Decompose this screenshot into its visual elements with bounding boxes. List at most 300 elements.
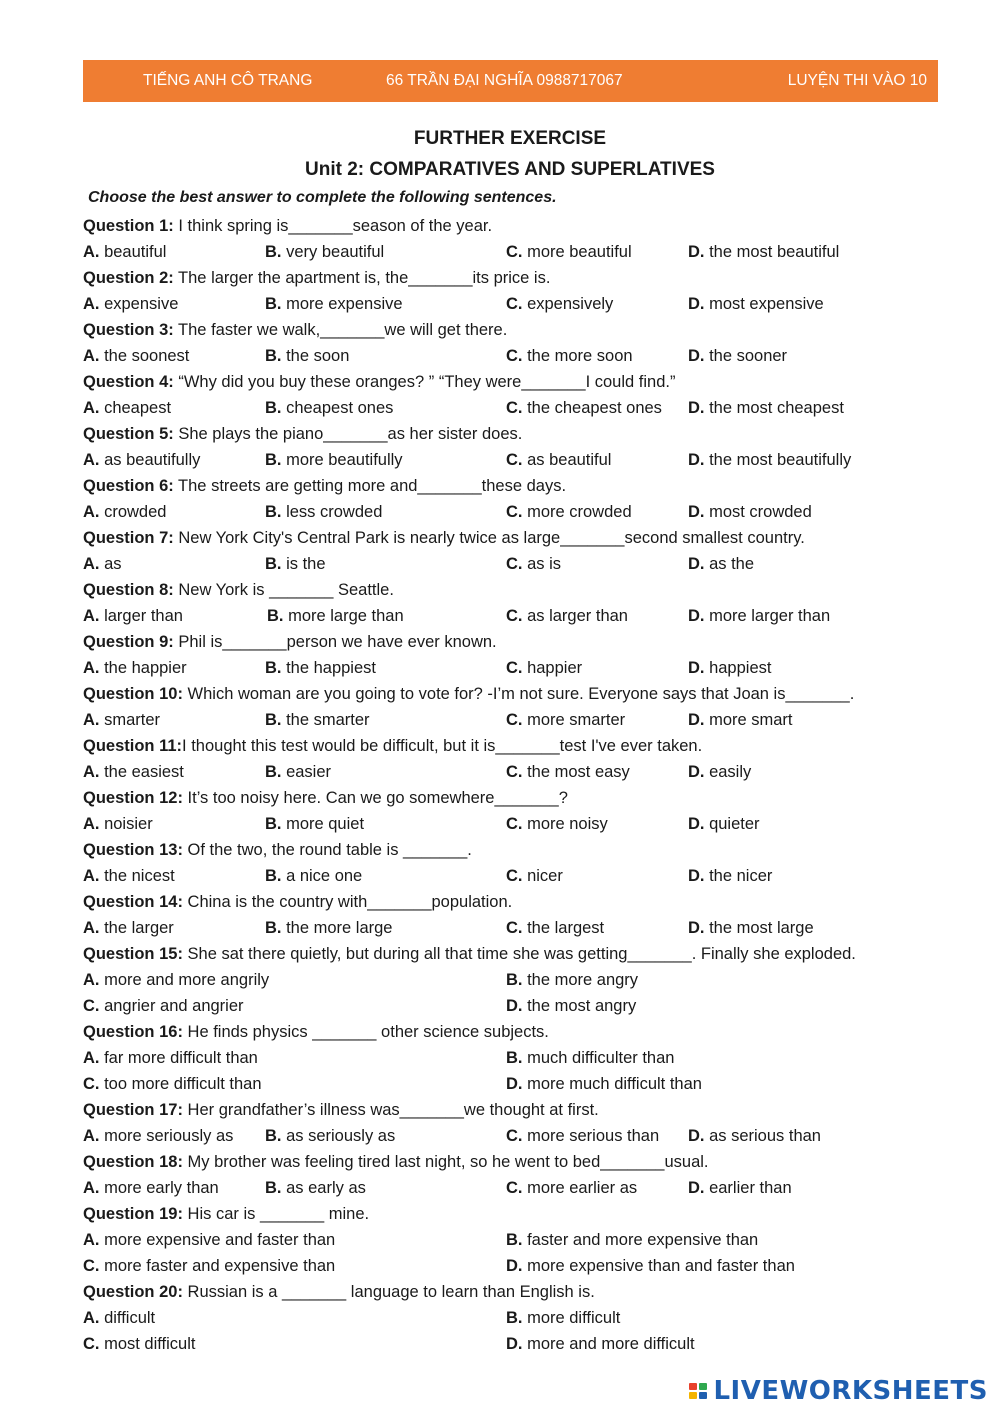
instructions: Choose the best answer to complete the following sentences. [88, 189, 557, 206]
option-letter: A. [83, 919, 100, 937]
option-text: the smarter [281, 711, 370, 729]
answer-option[interactable] [83, 239, 166, 265]
options-row [83, 395, 983, 421]
answer-option[interactable] [506, 1175, 637, 1201]
option-letter: A. [83, 763, 100, 781]
options-row [83, 655, 983, 681]
question-label: Question 2: [83, 269, 174, 287]
option-text: noisier [99, 815, 153, 833]
answer-option[interactable] [83, 551, 122, 577]
answer-option[interactable] [83, 1045, 258, 1071]
option-text: expensively [522, 295, 614, 313]
option-text: as seriously as [281, 1127, 396, 1145]
option-letter: C. [83, 997, 100, 1015]
options-row [83, 1123, 983, 1149]
answer-option[interactable] [265, 1175, 366, 1201]
option-letter: B. [265, 919, 282, 937]
option-text: happier [522, 659, 583, 677]
question-text: He finds physics _______ other science subjects. [182, 1023, 549, 1041]
option-text: as is [522, 555, 562, 573]
answer-option[interactable] [265, 811, 364, 837]
answer-option[interactable] [83, 863, 175, 889]
answer-option[interactable] [83, 1305, 155, 1331]
option-text: nicer [522, 867, 563, 885]
option-text: most expensive [704, 295, 824, 313]
options-row [83, 1331, 983, 1357]
option-letter: D. [688, 659, 705, 677]
option-letter: D. [688, 763, 705, 781]
option-letter: C. [506, 867, 523, 885]
question-5 [83, 421, 983, 447]
option-text: cheapest [99, 399, 172, 417]
answer-option[interactable] [688, 395, 844, 421]
answer-option[interactable] [83, 967, 269, 993]
answer-option[interactable] [267, 603, 404, 629]
option-text: faster and more expensive than [522, 1231, 759, 1249]
question-text: Her grandfather’s illness was_______we thought at first. [182, 1101, 599, 1119]
answer-option[interactable] [688, 343, 787, 369]
options-row [83, 1175, 983, 1201]
question-9 [83, 629, 983, 655]
options-row [83, 291, 983, 317]
option-text: more early than [99, 1179, 219, 1197]
answer-option[interactable] [688, 915, 814, 941]
answer-option[interactable] [83, 603, 183, 629]
question-15 [83, 941, 983, 967]
liveworksheets-logo-icon [689, 1383, 707, 1399]
option-text: very beautiful [281, 243, 385, 261]
question-4 [83, 369, 983, 395]
question-2 [83, 265, 983, 291]
answer-option[interactable] [506, 291, 613, 317]
option-text: easily [704, 763, 752, 781]
option-letter: B. [265, 867, 282, 885]
question-label: Question 10: [83, 685, 183, 703]
answer-option[interactable] [83, 915, 174, 941]
question-label: Question 12: [83, 789, 183, 807]
answer-option[interactable] [506, 863, 563, 889]
answer-option[interactable] [265, 447, 403, 473]
answer-option[interactable] [506, 707, 625, 733]
option-text: beautiful [99, 243, 167, 261]
answer-option[interactable] [506, 811, 608, 837]
header-course-label: LUYỆN THI VÀO 10 [787, 72, 927, 89]
answer-option[interactable] [506, 1123, 659, 1149]
option-letter: B. [506, 1309, 523, 1327]
option-letter: C. [506, 555, 523, 573]
answer-option[interactable] [506, 967, 638, 993]
option-text: more smart [704, 711, 793, 729]
question-label: Question 18: [83, 1153, 183, 1171]
option-text: the most angry [522, 997, 637, 1015]
options-row [83, 1071, 983, 1097]
question-19 [83, 1201, 983, 1227]
option-text: as early as [281, 1179, 366, 1197]
answer-option[interactable] [83, 1227, 335, 1253]
option-text: more and more difficult [522, 1335, 695, 1353]
option-text: as [99, 555, 122, 573]
option-text: expensive [99, 295, 179, 313]
option-text: as larger than [522, 607, 628, 625]
option-text: the most beautiful [704, 243, 840, 261]
answer-option[interactable] [265, 915, 392, 941]
option-letter: A. [83, 1127, 100, 1145]
question-label: Question 1: [83, 217, 174, 235]
logo-text: LIVEWORKSHEETS [713, 1376, 988, 1406]
question-text: It’s too noisy here. Can we go somewhere_______? [182, 789, 568, 807]
option-letter: B. [265, 555, 282, 573]
answer-option[interactable] [506, 551, 561, 577]
option-text: more large than [283, 607, 404, 625]
answer-option[interactable] [688, 291, 824, 317]
option-letter: C. [506, 243, 523, 261]
option-letter: A. [83, 1309, 100, 1327]
question-text: New York is _______ Seattle. [173, 581, 394, 599]
answer-option[interactable] [265, 863, 362, 889]
option-text: more quiet [281, 815, 365, 833]
answer-option[interactable] [688, 447, 851, 473]
option-letter: A. [83, 399, 100, 417]
question-13 [83, 837, 983, 863]
option-letter: D. [506, 997, 523, 1015]
answer-option[interactable] [506, 1253, 795, 1279]
answer-option[interactable] [688, 499, 812, 525]
option-text: difficult [99, 1309, 156, 1327]
option-letter: B. [265, 711, 282, 729]
option-letter: C. [506, 919, 523, 937]
options-row [83, 1045, 983, 1071]
answer-option[interactable] [83, 447, 200, 473]
question-text: Phil is_______person we have ever known. [173, 633, 497, 651]
answer-option[interactable] [83, 1071, 262, 1097]
option-letter: C. [506, 607, 523, 625]
option-letter: D. [688, 503, 705, 521]
answer-option[interactable] [506, 447, 611, 473]
option-letter: B. [506, 1049, 523, 1067]
option-letter: D. [506, 1335, 523, 1353]
answer-option[interactable] [83, 291, 178, 317]
question-text: “Why did you buy these oranges? ” “They were_______I could find.” [173, 373, 676, 391]
question-text: China is the country with_______population. [182, 893, 513, 911]
option-letter: A. [83, 659, 100, 677]
logo-square-blue [699, 1392, 707, 1399]
option-letter: B. [265, 399, 282, 417]
option-letter: D. [688, 295, 705, 313]
question-8 [83, 577, 983, 603]
answer-option[interactable] [83, 1253, 335, 1279]
answer-option[interactable] [265, 707, 370, 733]
answer-option[interactable] [688, 707, 793, 733]
option-letter: B. [265, 659, 282, 677]
answer-option[interactable] [265, 291, 403, 317]
question-list [83, 213, 983, 1357]
option-letter: C. [506, 659, 523, 677]
option-letter: C. [506, 295, 523, 313]
option-letter: D. [688, 451, 705, 469]
option-text: as beautiful [522, 451, 612, 469]
option-text: more faster and expensive than [99, 1257, 336, 1275]
answer-option[interactable] [506, 1071, 702, 1097]
answer-option[interactable] [265, 239, 384, 265]
option-text: larger than [99, 607, 183, 625]
question-20 [83, 1279, 983, 1305]
options-row [83, 967, 983, 993]
question-label: Question 17: [83, 1101, 183, 1119]
option-text: more seriously as [99, 1127, 234, 1145]
question-text: The faster we walk,_______we will get there. [173, 321, 508, 339]
option-text: is the [281, 555, 326, 573]
option-letter: A. [83, 243, 100, 261]
option-letter: B. [265, 763, 282, 781]
option-text: the easiest [99, 763, 184, 781]
option-text: more much difficult than [522, 1075, 702, 1093]
question-label: Question 7: [83, 529, 174, 547]
logo-square-red [689, 1383, 697, 1390]
answer-option[interactable] [506, 343, 633, 369]
answer-option[interactable] [265, 759, 331, 785]
option-text: happiest [704, 659, 772, 677]
question-text: She plays the piano_______as her sister does. [173, 425, 523, 443]
option-letter: A. [83, 295, 100, 313]
option-text: the cheapest ones [522, 399, 662, 417]
question-label: Question 3: [83, 321, 174, 339]
option-text: more serious than [522, 1127, 660, 1145]
header-banner [83, 60, 938, 102]
option-letter: C. [506, 763, 523, 781]
option-letter: A. [83, 1049, 100, 1067]
question-text: She sat there quietly, but during all that time she was getting_______. Finally she exploded. [182, 945, 856, 963]
question-text: Of the two, the round table is _______. [182, 841, 472, 859]
option-text: the most beautifully [704, 451, 852, 469]
answer-option[interactable] [688, 551, 754, 577]
option-text: a nice one [281, 867, 363, 885]
answer-option[interactable] [265, 395, 393, 421]
option-letter: B. [265, 815, 282, 833]
answer-option[interactable] [506, 915, 604, 941]
option-text: the most easy [522, 763, 630, 781]
question-text: Russian is a _______ language to learn than English is. [182, 1283, 595, 1301]
answer-option[interactable] [265, 1123, 395, 1149]
question-text: The larger the apartment is, the_______its price is. [173, 269, 551, 287]
option-text: the largest [522, 919, 605, 937]
question-label: Question 6: [83, 477, 174, 495]
question-6 [83, 473, 983, 499]
answer-option[interactable] [83, 499, 166, 525]
answer-option[interactable] [688, 1175, 792, 1201]
question-18 [83, 1149, 983, 1175]
question-text: I think spring is_______season of the year. [173, 217, 493, 235]
answer-option[interactable] [506, 1305, 620, 1331]
logo-square-yellow [689, 1392, 697, 1399]
answer-option[interactable] [688, 603, 830, 629]
option-text: angrier and angrier [99, 997, 244, 1015]
option-text: more difficult [522, 1309, 621, 1327]
answer-option[interactable] [688, 239, 839, 265]
option-text: the more soon [522, 347, 633, 365]
answer-option[interactable] [83, 655, 187, 681]
option-text: more expensive and faster than [99, 1231, 336, 1249]
option-text: more noisy [522, 815, 608, 833]
answer-option[interactable] [83, 993, 244, 1019]
options-row [83, 447, 983, 473]
option-text: the more large [281, 919, 393, 937]
option-letter: D. [688, 815, 705, 833]
question-label: Question 4: [83, 373, 174, 391]
options-row [83, 915, 983, 941]
answer-option[interactable] [688, 1123, 821, 1149]
option-text: more earlier as [522, 1179, 638, 1197]
option-text: most difficult [99, 1335, 196, 1353]
answer-option[interactable] [506, 499, 632, 525]
option-text: the nicest [99, 867, 175, 885]
option-letter: C. [506, 451, 523, 469]
question-12 [83, 785, 983, 811]
option-text: more expensive than and faster than [522, 1257, 795, 1275]
answer-option[interactable] [688, 759, 751, 785]
option-letter: D. [506, 1257, 523, 1275]
answer-option[interactable] [688, 863, 772, 889]
option-text: the most large [704, 919, 814, 937]
answer-option[interactable] [265, 499, 382, 525]
question-label: Question 15: [83, 945, 183, 963]
option-text: earlier than [704, 1179, 792, 1197]
options-row [83, 499, 983, 525]
logo-square-green [699, 1383, 707, 1390]
option-letter: D. [688, 243, 705, 261]
answer-option[interactable] [688, 655, 771, 681]
option-letter: B. [506, 971, 523, 989]
options-row [83, 811, 983, 837]
options-row [83, 1305, 983, 1331]
answer-option[interactable] [83, 1123, 233, 1149]
option-text: as beautifully [99, 451, 201, 469]
question-1 [83, 213, 983, 239]
answer-option[interactable] [506, 655, 582, 681]
option-letter: C. [506, 1179, 523, 1197]
option-text: the soonest [99, 347, 190, 365]
question-text: The streets are getting more and_______these days. [173, 477, 567, 495]
question-text: His car is _______ mine. [182, 1205, 370, 1223]
page-subtitle: Unit 2: COMPARATIVES AND SUPERLATIVES [305, 159, 715, 180]
option-text: more expensive [281, 295, 403, 313]
option-letter: C. [506, 503, 523, 521]
answer-option[interactable] [506, 395, 662, 421]
option-text: more smarter [522, 711, 626, 729]
answer-option[interactable] [265, 343, 349, 369]
answer-option[interactable] [265, 655, 376, 681]
option-letter: A. [83, 1179, 100, 1197]
option-letter: B. [265, 503, 282, 521]
option-letter: D. [688, 867, 705, 885]
option-letter: D. [688, 399, 705, 417]
answer-option[interactable] [83, 343, 189, 369]
option-text: quieter [704, 815, 760, 833]
option-letter: A. [83, 503, 100, 521]
question-text: New York City's Central Park is nearly twice as large_______second smallest country. [173, 529, 805, 547]
options-row [83, 707, 983, 733]
answer-option[interactable] [506, 1045, 674, 1071]
option-letter: D. [688, 607, 705, 625]
page-title: FURTHER EXERCISE [413, 128, 607, 149]
question-16 [83, 1019, 983, 1045]
answer-option[interactable] [83, 759, 184, 785]
option-text: crowded [99, 503, 167, 521]
question-label: Question 20: [83, 1283, 183, 1301]
option-letter: D. [688, 1127, 705, 1145]
option-text: cheapest ones [281, 399, 394, 417]
question-label: Question 14: [83, 893, 183, 911]
options-row [83, 993, 983, 1019]
option-text: far more difficult than [99, 1049, 258, 1067]
option-letter: B. [265, 243, 282, 261]
answer-option[interactable] [506, 1227, 758, 1253]
option-text: more crowded [522, 503, 632, 521]
option-letter: D. [688, 347, 705, 365]
option-letter: D. [688, 919, 705, 937]
option-text: less crowded [281, 503, 383, 521]
option-text: more beautifully [281, 451, 403, 469]
answer-option[interactable] [83, 707, 160, 733]
option-text: more larger than [704, 607, 831, 625]
options-row [83, 759, 983, 785]
answer-option[interactable] [506, 759, 630, 785]
option-letter: C. [83, 1335, 100, 1353]
option-text: as the [704, 555, 755, 573]
option-letter: A. [83, 555, 100, 573]
liveworksheets-logo [689, 1376, 988, 1406]
answer-option[interactable] [83, 1175, 219, 1201]
option-text: much difficulter than [522, 1049, 675, 1067]
option-letter: A. [83, 607, 100, 625]
answer-option[interactable] [688, 811, 760, 837]
option-text: too more difficult than [99, 1075, 262, 1093]
option-text: more beautiful [522, 243, 632, 261]
option-letter: A. [83, 1231, 100, 1249]
question-label: Question 19: [83, 1205, 183, 1223]
option-letter: C. [506, 399, 523, 417]
question-label: Question 9: [83, 633, 174, 651]
answer-option[interactable] [506, 239, 632, 265]
question-label: Question 13: [83, 841, 183, 859]
question-label: Question 11: [83, 737, 183, 755]
option-text: the happiest [281, 659, 376, 677]
options-row [83, 1253, 983, 1279]
option-letter: B. [265, 1179, 282, 1197]
options-row [83, 239, 983, 265]
option-text: the more angry [522, 971, 639, 989]
option-text: the nicer [704, 867, 773, 885]
option-letter: B. [265, 295, 282, 313]
answer-option[interactable] [83, 395, 171, 421]
option-text: most crowded [704, 503, 812, 521]
answer-option[interactable] [83, 1331, 195, 1357]
option-text: the most cheapest [704, 399, 844, 417]
options-row [83, 1227, 983, 1253]
option-text: the larger [99, 919, 174, 937]
header-school-name: TIẾNG ANH CÔ TRANG [143, 72, 313, 89]
option-letter: B. [506, 1231, 523, 1249]
answer-option[interactable] [506, 1331, 695, 1357]
option-text: the soon [281, 347, 350, 365]
question-text: I thought this test would be difficult, but it is_______test I've ever taken. [182, 737, 703, 755]
answer-option[interactable] [506, 993, 636, 1019]
answer-option[interactable] [83, 811, 153, 837]
answer-option[interactable] [265, 551, 326, 577]
option-text: smarter [99, 711, 161, 729]
option-letter: C. [83, 1257, 100, 1275]
options-row [83, 343, 983, 369]
answer-option[interactable] [506, 603, 628, 629]
